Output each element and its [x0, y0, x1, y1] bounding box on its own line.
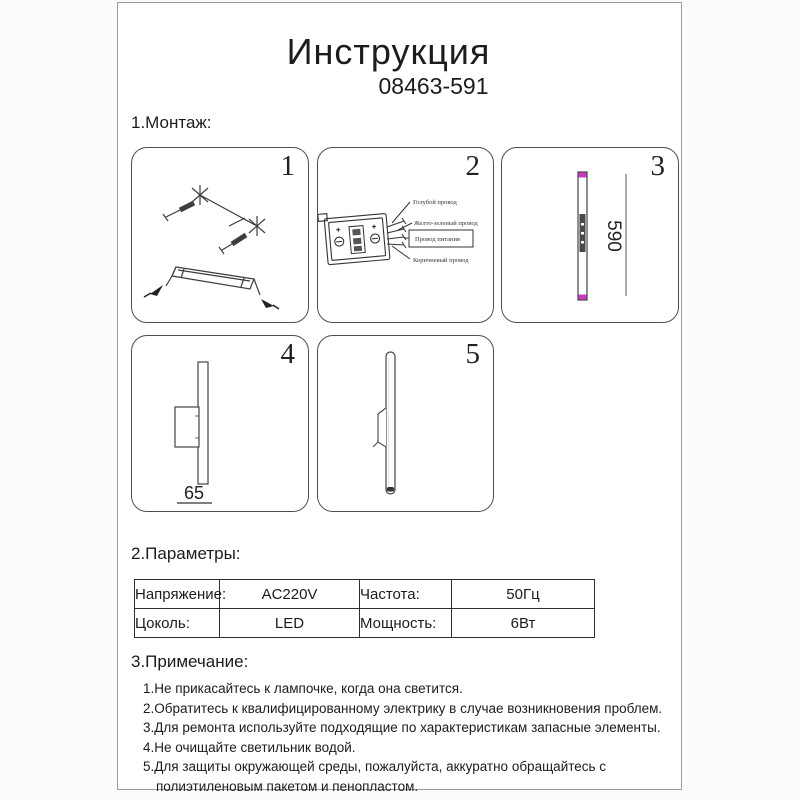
wire-label-yellow-green: Желто-зеленый провод	[414, 220, 478, 227]
note-3: 3.Для ремонта используйте подходящие по характеристикам запасные элементы.	[143, 720, 661, 735]
notes-list	[143, 679, 662, 796]
instruction-page	[117, 2, 682, 794]
panel-step-3	[501, 147, 679, 323]
panel-number: 5	[465, 338, 480, 370]
param-socket-label: Цоколь:	[135, 609, 220, 638]
params-table	[134, 579, 595, 638]
note-1: 1.Не прикасайтесь к лампочке, когда она светится.	[143, 681, 463, 696]
panel-number: 2	[465, 150, 480, 182]
note-5-continuation: полиэтиленовым пакетом и пенопластом.	[156, 778, 419, 794]
wire-label-brown: Коричневый провод	[413, 257, 469, 264]
dimension-590: 590	[603, 220, 624, 252]
param-frequency-label: Частота:	[360, 580, 452, 609]
param-socket-value: LED	[220, 609, 360, 638]
table-row	[135, 609, 595, 638]
panel-step-1	[131, 147, 309, 323]
wire-label-blue: Голубой провод	[413, 199, 457, 206]
param-voltage-value: AC220V	[220, 580, 360, 609]
notes-heading: 3.Примечание:	[131, 652, 249, 671]
montage-heading: 1.Монтаж:	[131, 113, 212, 132]
lamp-cap-bottom	[579, 295, 587, 300]
table-row	[135, 580, 595, 609]
params-heading: 2.Параметры:	[131, 544, 241, 563]
panel-step-5	[317, 335, 494, 512]
panel-number: 3	[650, 150, 665, 182]
param-power-label: Мощность:	[360, 609, 452, 638]
note-4: 4.Не очищайте светильник водой.	[143, 739, 356, 755]
page-title: Инструкция	[286, 31, 491, 72]
panel-step-4	[131, 335, 309, 512]
model-number: 08463-591	[378, 73, 489, 99]
note-2: 2.Обратитесь к квалифицированному электрику в случае возникновения проблем.	[143, 700, 663, 716]
dimension-65: 65	[183, 483, 205, 503]
panel-number: 1	[280, 150, 295, 182]
note-5: 5.Для защиты окружающей среды, пожалуйста, аккуратно обращайтесь с	[143, 759, 607, 774]
param-voltage-label: Напряжение:	[135, 580, 220, 609]
lamp-cap-top	[579, 173, 587, 178]
panel-step-2	[317, 147, 494, 323]
panel-number: 4	[280, 338, 295, 370]
wire-label-power: Провод питания	[415, 236, 460, 243]
param-frequency-value: 50Гц	[452, 580, 595, 609]
param-power-value: 6Вт	[452, 609, 595, 638]
